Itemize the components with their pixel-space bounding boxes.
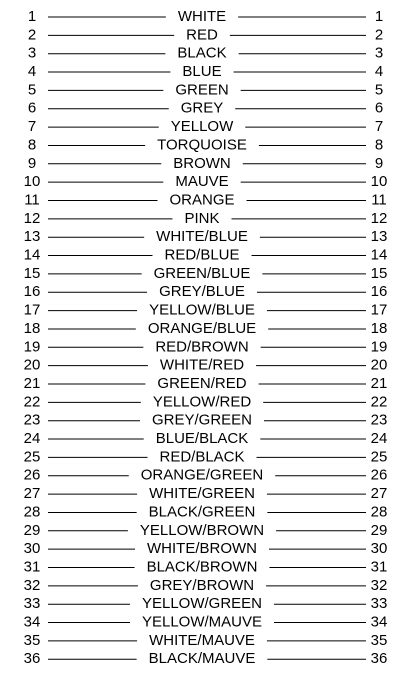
- wire-row: [24, 375, 388, 392]
- left-pin-number: 18: [23, 319, 41, 337]
- wire-color-label: RED: [186, 26, 218, 44]
- left-pin-number: 4: [27, 63, 37, 81]
- wire-row: [28, 81, 383, 98]
- right-pin-number: 1: [374, 7, 384, 25]
- left-pin-number: 8: [27, 136, 37, 154]
- right-pin-number: 11: [371, 191, 387, 209]
- wire-color-label: BLACK/BROWN: [146, 558, 258, 576]
- right-pin-number: 8: [374, 136, 384, 154]
- left-pin-number: 17: [23, 301, 41, 319]
- wire-row: [24, 320, 388, 337]
- wire-color-label: GREEN/BLUE: [153, 264, 251, 282]
- wire-row: [24, 228, 388, 245]
- left-pin-number: 33: [23, 595, 41, 613]
- right-pin-number: 9: [374, 154, 384, 172]
- wire-row: [28, 26, 383, 43]
- wire-color-label: WHITE/RED: [159, 356, 245, 374]
- wire-color-label: BLUE/BLACK: [155, 430, 249, 448]
- left-pin-number: 27: [23, 485, 41, 503]
- wire-color-label: PINK: [184, 209, 220, 227]
- right-pin-number: 33: [370, 595, 388, 613]
- left-pin-number: 23: [23, 411, 41, 429]
- left-pin-number: 21: [23, 374, 41, 392]
- wire-row: [24, 191, 387, 208]
- left-pin-number: 29: [23, 521, 41, 539]
- right-pin-number: 4: [374, 63, 384, 81]
- left-pin-number: 25: [23, 448, 41, 466]
- right-pin-number: 3: [374, 44, 384, 62]
- left-pin-number: 19: [23, 338, 41, 356]
- left-pin-number: 5: [27, 81, 37, 99]
- wire-row: [24, 467, 388, 484]
- right-pin-number: 21: [370, 374, 388, 392]
- right-pin-number: 17: [370, 301, 388, 319]
- right-pin-number: 7: [374, 118, 384, 136]
- wire-row: [24, 614, 388, 631]
- wire-color-label: ORANGE: [169, 191, 235, 209]
- wire-color-label: BLACK/MAUVE: [148, 650, 256, 668]
- right-pin-number: 22: [370, 393, 388, 411]
- wire-row: [28, 118, 383, 135]
- left-pin-number: 12: [23, 209, 41, 227]
- wire-color-label: GREY/GREEN: [151, 411, 253, 429]
- left-pin-number: 9: [27, 154, 37, 172]
- right-pin-number: 15: [370, 264, 388, 282]
- wire-row: [24, 558, 388, 575]
- wire-row: [24, 632, 388, 649]
- wire-color-label: WHITE/GREEN: [149, 485, 255, 503]
- right-pin-number: 25: [370, 448, 388, 466]
- wire-color-label: BLACK/GREEN: [148, 503, 256, 521]
- left-pin-number: 32: [23, 576, 41, 594]
- wire-color-label: RED/BROWN: [155, 338, 249, 356]
- wire-color-label: YELLOW: [170, 118, 234, 136]
- wire-row: [24, 302, 388, 319]
- left-pin-number: 24: [23, 430, 41, 448]
- left-pin-number: 30: [23, 540, 41, 558]
- wire-color-label: WHITE/MAUVE: [149, 631, 255, 649]
- wire-row: [24, 393, 388, 410]
- wire-color-label: RED/BLUE: [164, 246, 240, 264]
- wire-color-label: YELLOW/BLUE: [149, 301, 255, 319]
- right-pin-number: 31: [370, 558, 388, 576]
- left-pin-number: 20: [23, 356, 41, 374]
- wire-row: [24, 412, 388, 429]
- left-pin-number: 3: [27, 44, 37, 62]
- wire-color-label: GREY/BROWN: [149, 576, 255, 594]
- wire-row: [28, 155, 383, 172]
- right-pin-number: 12: [370, 209, 388, 227]
- wire-row: [28, 63, 383, 80]
- left-pin-number: 1: [27, 7, 37, 25]
- right-pin-number: 6: [374, 99, 384, 117]
- wire-row: [28, 45, 383, 62]
- wire-row: [24, 522, 388, 539]
- wire-row: [24, 430, 388, 447]
- left-pin-number: 2: [27, 26, 37, 44]
- wire-color-label: ORANGE/BLUE: [147, 319, 257, 337]
- right-pin-number: 5: [374, 81, 384, 99]
- right-pin-number: 2: [374, 26, 384, 44]
- right-pin-number: 19: [370, 338, 388, 356]
- wire-row: [24, 210, 388, 227]
- left-pin-number: 7: [27, 118, 37, 136]
- right-pin-number: 34: [370, 613, 388, 631]
- wire-row: [24, 540, 388, 557]
- left-pin-number: 34: [23, 613, 41, 631]
- right-pin-number: 20: [370, 356, 388, 374]
- wire-color-label: YELLOW/RED: [152, 393, 252, 411]
- left-pin-number: 16: [23, 283, 41, 301]
- wire-color-label: GREY: [180, 99, 224, 117]
- wire-color-label: BROWN: [173, 154, 231, 172]
- right-pin-number: 28: [370, 503, 388, 521]
- wire-color-label: WHITE/BROWN: [147, 540, 257, 558]
- right-pin-number: 18: [370, 319, 388, 337]
- left-pin-number: 31: [23, 558, 41, 576]
- wire-color-label: YELLOW/GREEN: [141, 595, 263, 613]
- wire-row: [24, 595, 388, 612]
- wire-row: [24, 357, 388, 374]
- wire-color-label: GREEN/RED: [157, 374, 247, 392]
- wire-row: [24, 503, 388, 520]
- left-pin-number: 15: [23, 264, 41, 282]
- right-pin-number: 26: [370, 466, 388, 484]
- wire-color-label: BLUE: [182, 63, 222, 81]
- wire-color-label: GREY/BLUE: [159, 283, 245, 301]
- wire-color-label: RED/BLACK: [159, 448, 245, 466]
- wire-color-label: GREEN: [175, 81, 229, 99]
- left-pin-number: 36: [23, 650, 41, 668]
- right-pin-number: 13: [370, 228, 388, 246]
- right-pin-number: 14: [370, 246, 388, 264]
- left-pin-number: 6: [27, 99, 37, 117]
- wire-color-label: MAUVE: [175, 173, 229, 191]
- wire-row: [24, 448, 388, 465]
- left-pin-number: 28: [23, 503, 41, 521]
- right-pin-number: 16: [370, 283, 388, 301]
- right-pin-number: 32: [370, 576, 388, 594]
- wire-color-label: BLACK: [177, 44, 227, 62]
- left-pin-number: 13: [23, 228, 41, 246]
- right-pin-number: 36: [370, 650, 388, 668]
- wire-row: [24, 577, 388, 594]
- right-pin-number: 27: [370, 485, 388, 503]
- wire-row: [24, 650, 388, 667]
- wire-color-label: WHITE: [177, 7, 227, 25]
- right-pin-number: 24: [370, 430, 388, 448]
- wire-color-label: YELLOW/MAUVE: [141, 613, 263, 631]
- left-pin-number: 11: [24, 191, 40, 209]
- right-pin-number: 23: [370, 411, 388, 429]
- left-pin-number: 22: [23, 393, 41, 411]
- wire-color-label: TORQUOISE: [157, 136, 247, 154]
- left-pin-number: 26: [23, 466, 41, 484]
- right-pin-number: 29: [370, 521, 388, 539]
- right-pin-number: 35: [370, 631, 388, 649]
- wire-row: [24, 338, 388, 355]
- wire-row: [24, 173, 388, 190]
- wire-row: [24, 283, 388, 300]
- wire-color-label: YELLOW/BROWN: [139, 521, 265, 539]
- wire-color-label: WHITE/BLUE: [156, 228, 248, 246]
- wire-color-label: ORANGE/GREEN: [140, 466, 264, 484]
- right-pin-number: 10: [370, 173, 388, 191]
- right-pin-number: 30: [370, 540, 388, 558]
- left-pin-number: 10: [23, 173, 41, 191]
- left-pin-number: 35: [23, 631, 41, 649]
- wire-row: [24, 265, 388, 282]
- wire-row: [28, 136, 383, 153]
- left-pin-number: 14: [23, 246, 41, 264]
- wire-row: [28, 100, 383, 117]
- wire-row: [24, 485, 388, 502]
- wire-row: [24, 247, 388, 264]
- wire-row: [28, 8, 383, 25]
